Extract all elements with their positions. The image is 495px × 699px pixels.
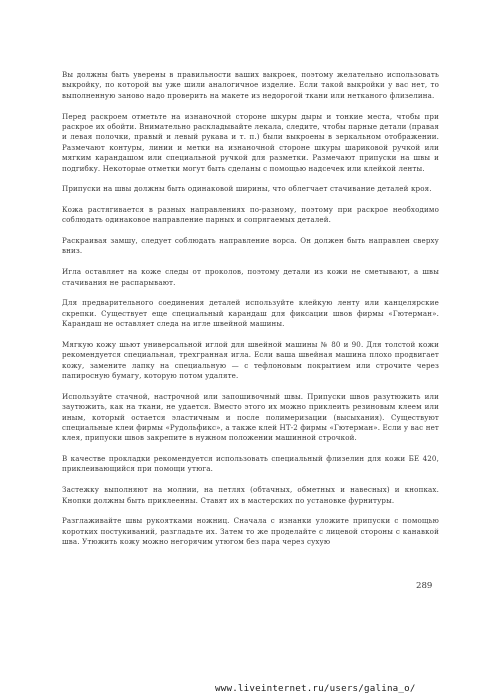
paragraph-pressing: Разглаживайте швы рукоятками ножниц. Сначала с изнанки уложите припуски с помощью коротких постукиваний, разгладьте их. Затем то же проделайте с лицевой стороны с канавкой шва. Утюжить кожу можно негорячим утюгом без пара через сухую	[62, 516, 439, 547]
paragraph-needle-marks: Игла оставляет на коже следы от проколов, поэтому детали из кожи не сметывают, а швы стачивания не распарывают.	[62, 267, 439, 287]
paragraph-interlining: В качестве прокладки рекомендуется использовать специальный флизелин для кожи БЕ 420, приклеивающийся при помощи утюга.	[62, 454, 439, 474]
page-number: 289	[416, 581, 433, 591]
paragraph-patterns: Вы должны быть уверены в правильности ваших выкроек, поэтому желательно использовать выкройку, по которой вы уже шили аналогичное изделие. Если такой выкройки у вас нет, то выполненную заново надо проверить на макете из недорогой ткани или нетканого флизелина.	[62, 70, 439, 100]
body-text	[62, 70, 439, 558]
paragraph-cutting: Перед раскроем отметьте на изнаночной стороне шкуры дыры и тонкие места, чтобы при раскрое их обойти. Внимательно раскладывайте лекала, следите, чтобы парные детали (правая и левая полочки, правый и левый рукава и т. п.) были выкроены в зеркальном отображении. Размечают контуры, линии и метки на изнаночной стороне шкуры шариковой ручкой или мягким карандашом или специальной ручкой для разметки. Размечают припуски на швы и подгибку. Некоторые отметки могут быть сделаны с помощью надсечек или клейкой ленты.	[62, 111, 439, 173]
paragraph-seam-allowances: Припуски на швы должны быть одинаковой ширины, что облегчает стачивание деталей кроя.	[62, 184, 432, 194]
paragraph-joining: Для предварительного соединения деталей используйте клейкую ленту или канцелярские скрепки. Существует еще специальный карандаш для фиксации швов фирмы «Гютерман». Карандаш не оставляет следа на игле швейной машины.	[62, 298, 439, 329]
paragraph-seams: Используйте стачной, настрочной или запошивочный швы. Припуски швов разутюжить или заутюжить, как на ткани, не удается. Вместо этого их можно приклеить резиновым клеем или иным, который остается эластичным и после полимеризации (высыхания). Существуют специальные клеи фирмы «Рудольфикс», а также клей НТ-2 фирмы «Гютерман». Если у вас нет клея, припуски швов закрепите в нужном положении машинной строчкой.	[62, 391, 439, 443]
paragraph-stretch: Кожа растягивается в разных направлениях по-разному, поэтому при раскрое необходимо соблюдать одинаковое направление парных и сопрягаемых деталей.	[62, 204, 439, 225]
paragraph-suede: Раскраивая замшу, следует соблюдать направление ворса. Он должен быть направлен сверху вниз.	[62, 236, 439, 256]
paragraph-fastenings: Застежку выполняют на молнии, на петлях (обтачных, обметных и навесных) и кнопках. Кнопки должны быть приклеенны. Ставят их в мастерских по установке фурнитуры.	[62, 485, 439, 505]
paragraph-needles: Мягкую кожу шьют универсальной иглой для швейной машины № 80 и 90. Для толстой кожи рекомендуется специальная, трехгранная игла. Если ваша швейная машина плохо продвигает кожу, замените лапку на специальную — с тефлоновым покрытием или строчите через папиросную бумагу, которую потом удаляте.	[62, 339, 439, 381]
watermark-url: www.liveinternet.ru/users/galina_o/	[215, 683, 416, 694]
